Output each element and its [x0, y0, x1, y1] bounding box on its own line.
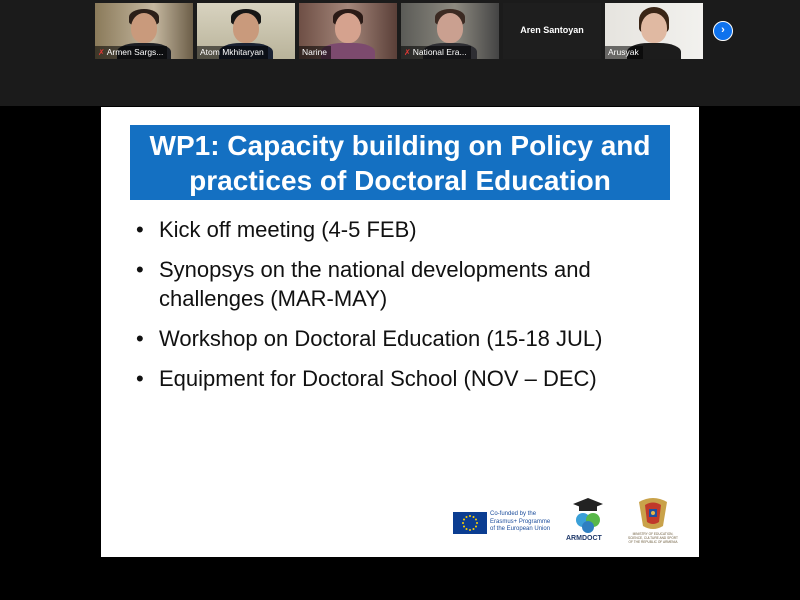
chevron-right-icon: ›: [721, 24, 725, 36]
participant-tile-no-video[interactable]: [503, 3, 601, 59]
bullet-item: • Workshop on Doctoral Education (15-18 JUL): [136, 324, 676, 353]
participant-strip: [0, 0, 800, 106]
participant-face: [233, 13, 259, 43]
ministry-caption: MINISTRY OF EDUCATION, SCIENCE, CULTURE AND SPORT OF THE REPUBLIC OF ARMENIA: [627, 532, 678, 544]
armdoct-label: ARMDOCT: [566, 535, 602, 542]
participant-tile[interactable]: [299, 3, 397, 59]
slide-title-line: practices of Doctoral Education: [189, 164, 611, 196]
slide-title-line: WP1: Capacity building on Policy and: [149, 129, 651, 161]
participant-tile[interactable]: [401, 3, 499, 59]
participant-face: [335, 13, 361, 43]
participant-face: [641, 13, 667, 43]
mic-muted-icon: ✗: [98, 48, 105, 57]
next-participants-button[interactable]: [713, 21, 733, 41]
participant-tile[interactable]: [197, 3, 295, 59]
armenia-coat-of-arms-emblem: [633, 496, 673, 532]
bullet-item: • Equipment for Doctoral School (NOV – DEC): [136, 364, 676, 393]
eu-cofunded-text: Co-funded by the Erasmus+ Programme of the European Union: [490, 511, 551, 532]
bullet-item: • Synopsys on the national developments and challenges (MAR-MAY): [136, 255, 676, 313]
slide-title: [130, 125, 670, 200]
participant-name: Narine: [302, 47, 328, 57]
eu-flag-logo: [453, 512, 487, 534]
participant-tile[interactable]: [95, 3, 193, 59]
participant-name: National Era...: [412, 47, 467, 57]
participant-face: [131, 13, 157, 43]
participant-name: Arusyak: [608, 47, 639, 57]
participant-name: Aren Santoyan: [520, 25, 584, 35]
participant-face: [437, 13, 463, 43]
participant-tile[interactable]: [605, 3, 703, 59]
slide-bullet-list: [136, 215, 676, 404]
participant-name: Armen Sargs...: [106, 47, 164, 57]
participant-name: Atom Mkhitaryan: [200, 47, 264, 57]
bullet-item: • Kick off meeting (4-5 FEB): [136, 215, 676, 244]
shared-screen-slide: [101, 107, 699, 557]
mic-muted-icon: ✗: [404, 48, 411, 57]
